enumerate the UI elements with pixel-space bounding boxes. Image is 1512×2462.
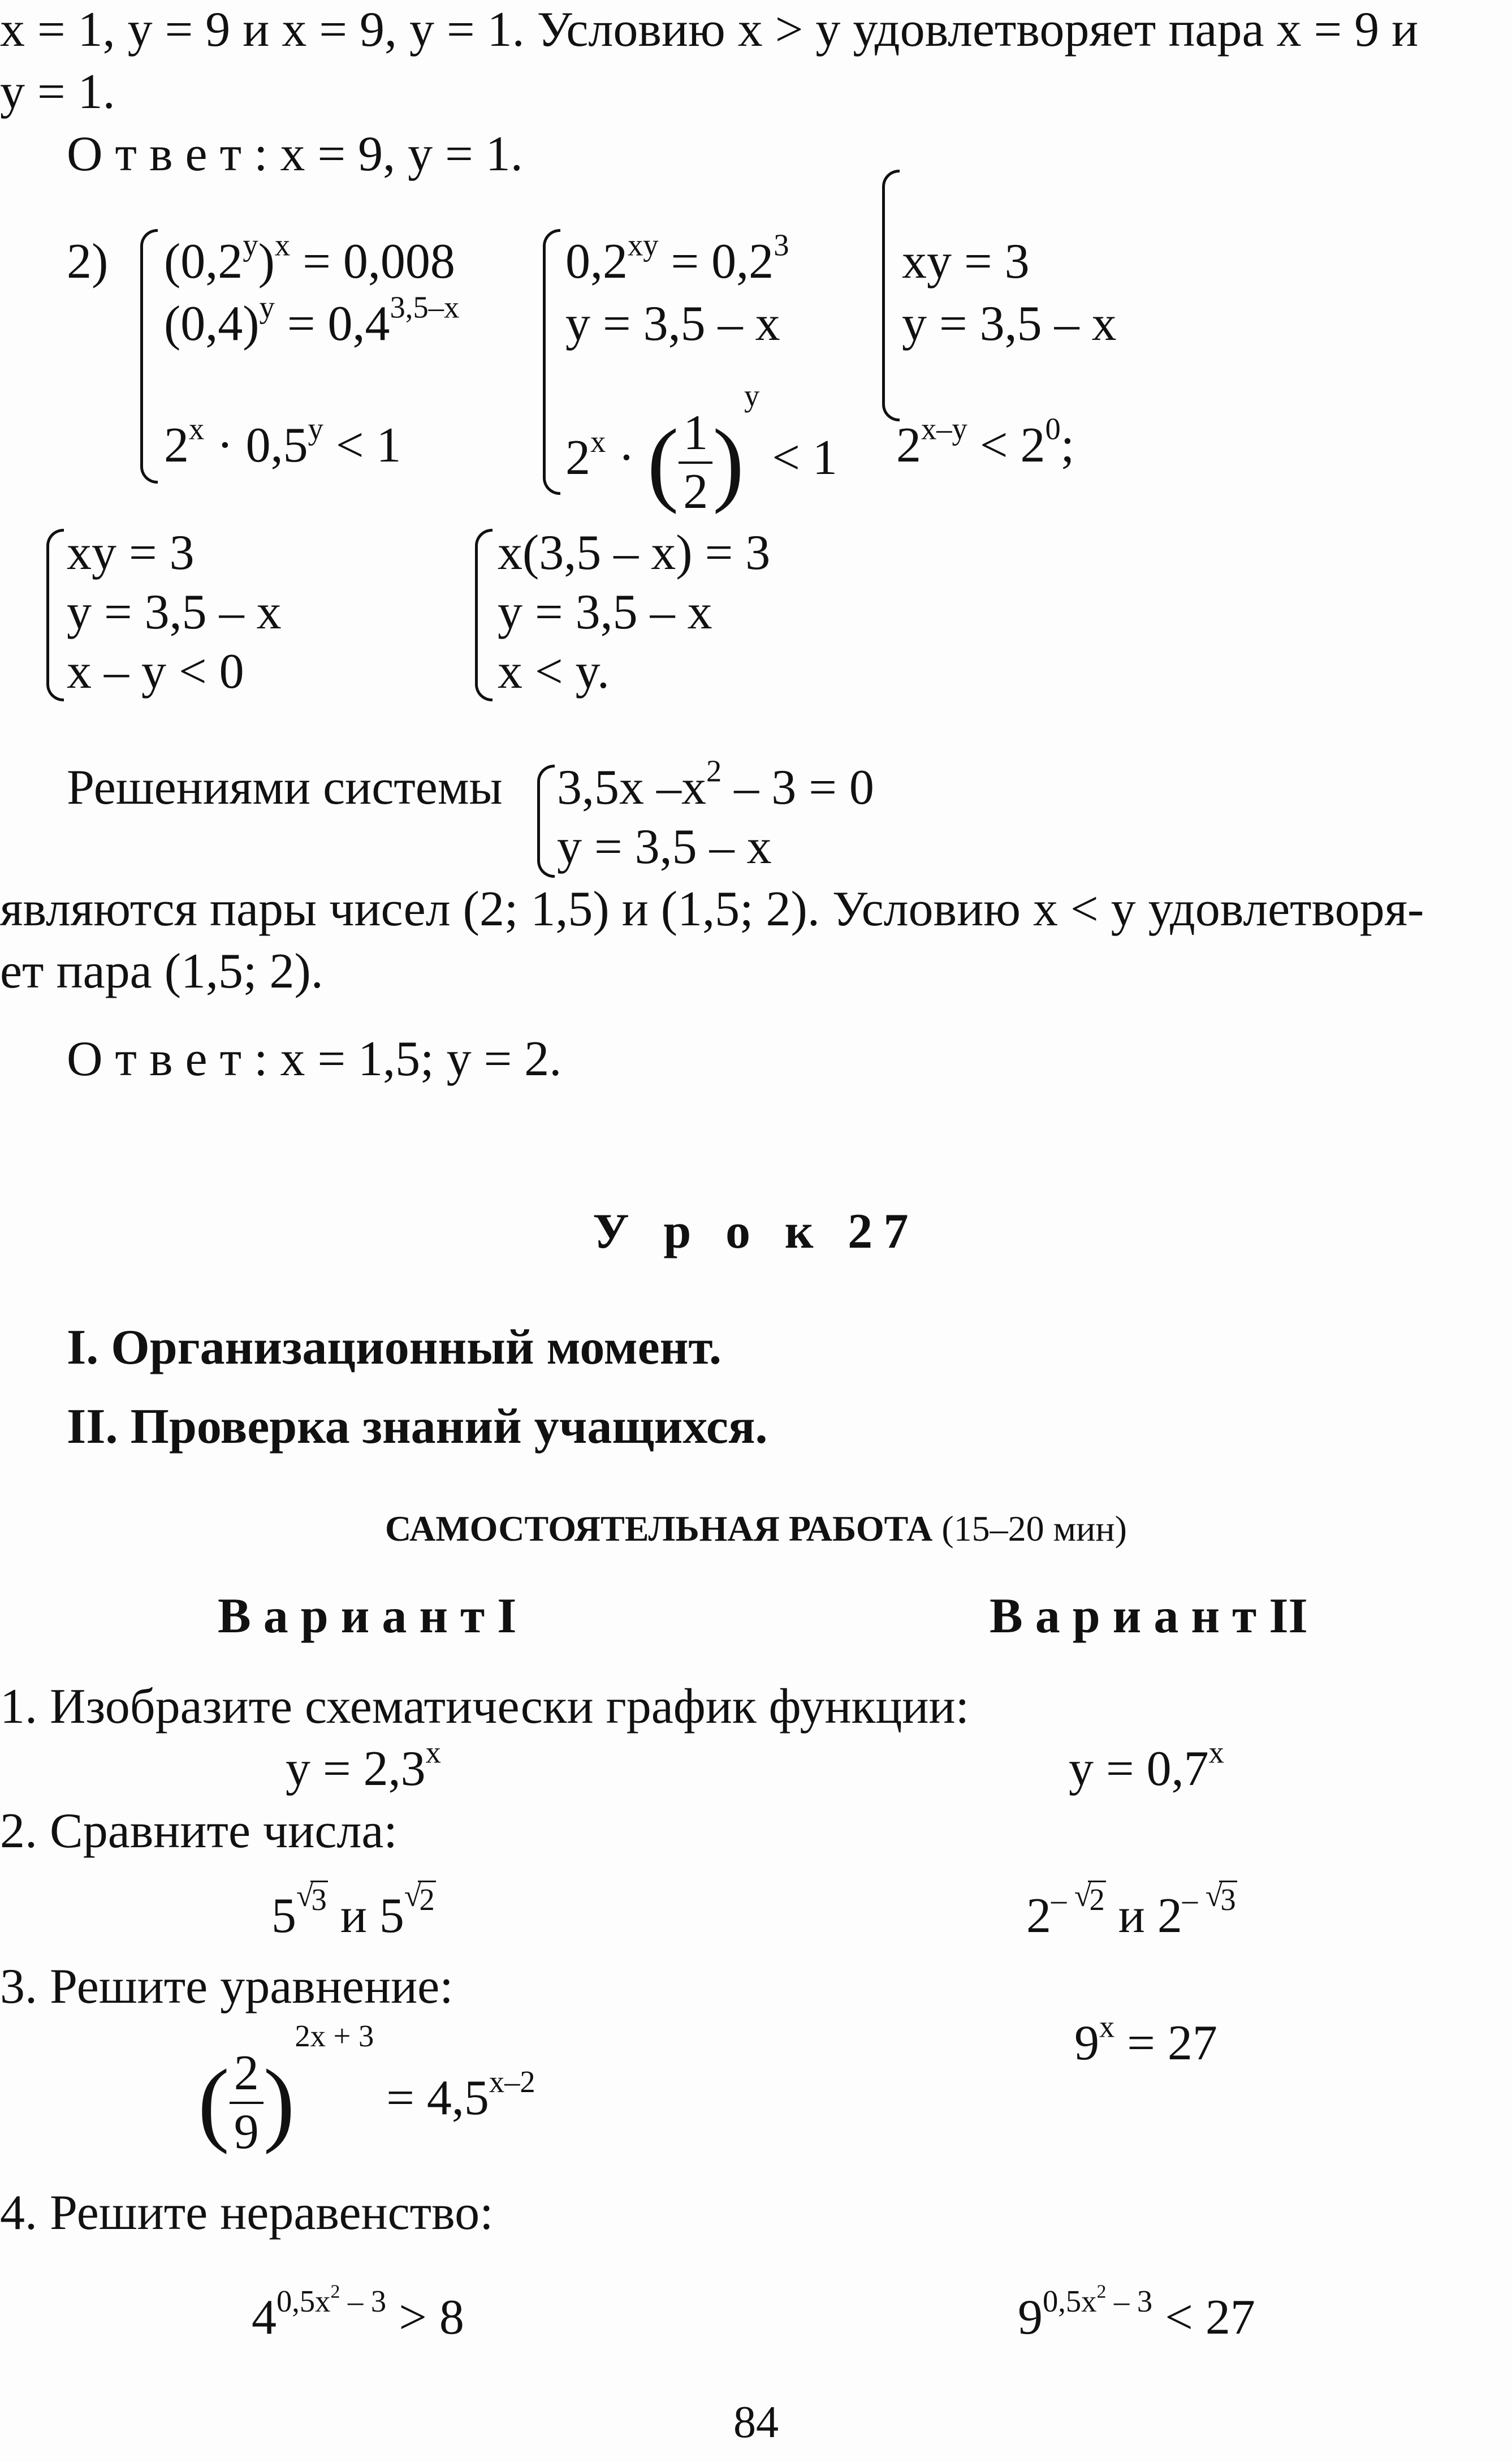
answer-line: О т в е т : x = 9, y = 1. bbox=[67, 127, 523, 182]
equation: x(3,5 – x) = 3 bbox=[498, 525, 771, 580]
formula: $4^{0,5x^2 - 3} > 8$ bbox=[252, 2281, 464, 2345]
formula: 5 $^3$ и 5 $^2$ bbox=[271, 1886, 436, 1946]
equation: xy = 3 bbox=[67, 525, 195, 580]
equation: 3,5x $-x^2 - 3 = 0$ bbox=[557, 753, 874, 815]
fraction: $\frac{1}{2}$ bbox=[679, 408, 712, 517]
brace bbox=[543, 229, 560, 356]
brace bbox=[475, 529, 493, 616]
text-line: ет пара (1,5; 2). bbox=[0, 944, 323, 999]
brace bbox=[475, 614, 493, 701]
text-line: y = 1. bbox=[0, 64, 115, 119]
task-label: 2) bbox=[67, 234, 109, 289]
brace bbox=[537, 821, 555, 878]
formula: $2^{- 2}$ и $2^{- 3}$ bbox=[1026, 1886, 1237, 1946]
formula: $9^x = 27$ bbox=[1074, 2009, 1217, 2071]
equation: y = 3,5 – x bbox=[557, 820, 772, 874]
text-line: Решениями системы bbox=[67, 760, 503, 815]
inequality: $2^{x-y} < 2^0$; bbox=[896, 411, 1075, 473]
variant-heading: В а р и а н т II bbox=[990, 1589, 1308, 1644]
inequality: $2^x \cdot 0,5^y < 1$ bbox=[164, 411, 401, 473]
inequality: $2^x$ · ( $\frac{1}{2}$ )$^y$ < 1 bbox=[565, 378, 837, 519]
brace bbox=[140, 229, 158, 348]
formula: $9^{0,5x^2 - 3} < 27$ bbox=[1018, 2281, 1255, 2345]
equation: $(0,2^y)^x = 0,008$ bbox=[164, 227, 455, 289]
task-text: 3. Решите уравнение: bbox=[0, 1959, 453, 2014]
answer-line: О т в е т : x = 1,5; y = 2. bbox=[67, 1032, 562, 1086]
task-text: 1. Изобразите схематически график функции: bbox=[0, 1679, 970, 1734]
fraction: $\frac{2}{9}$ bbox=[230, 2049, 263, 2157]
equation: y = 3,5 – x bbox=[565, 296, 780, 351]
text-line: x = 1, y = 9 и x = 9, y = 1. Условию x > y удовлетворяет пара x = 9 и bbox=[0, 2, 1419, 57]
formula: $y = 0,7^x$ bbox=[1069, 1735, 1224, 1796]
page-number: 84 bbox=[733, 2398, 779, 2447]
equation: y = 3,5 – x bbox=[67, 585, 282, 640]
formula: $y = 2,3^x$ bbox=[286, 1735, 441, 1796]
equation: xy = 3 bbox=[902, 234, 1030, 289]
equation: y = 3,5 – x bbox=[498, 585, 712, 640]
brace bbox=[46, 614, 64, 701]
equation: $(0,4)^y = 0,4^{3,5-x}$ bbox=[164, 290, 460, 351]
inequality: x – y < 0 bbox=[67, 644, 244, 699]
formula: ( $\frac{2}{9}$ )$^{2x + 3} = 4,5^{x-2}$ bbox=[198, 2019, 535, 2159]
lesson-title: У р о к 27 bbox=[593, 1204, 919, 1259]
task-text: 2. Сравните числа: bbox=[0, 1804, 398, 1859]
brace bbox=[46, 529, 64, 616]
section-heading: II. Проверка знаний учащихся. bbox=[67, 1399, 768, 1454]
equation: $0,2^{xy} = 0,2^3$ bbox=[565, 227, 789, 289]
brace bbox=[543, 353, 560, 495]
work-title: САМОСТОЯТЕЛЬНАЯ РАБОТА (15–20 мин) bbox=[385, 1508, 1127, 1549]
text-line: являются пары чисел (2; 1,5) и (1,5; 2). Условию x < y удовлетворя- bbox=[0, 882, 1424, 937]
brace bbox=[882, 345, 900, 421]
inequality: x < y. bbox=[498, 644, 610, 699]
brace bbox=[140, 345, 158, 484]
task-text: 4. Решите неравенство: bbox=[0, 2185, 494, 2240]
section-heading: I. Организационный момент. bbox=[67, 1320, 722, 1375]
brace bbox=[537, 765, 555, 824]
variant-heading: В а р и а н т I bbox=[218, 1589, 517, 1644]
equation: y = 3,5 – x bbox=[902, 296, 1117, 351]
brace bbox=[882, 170, 900, 348]
